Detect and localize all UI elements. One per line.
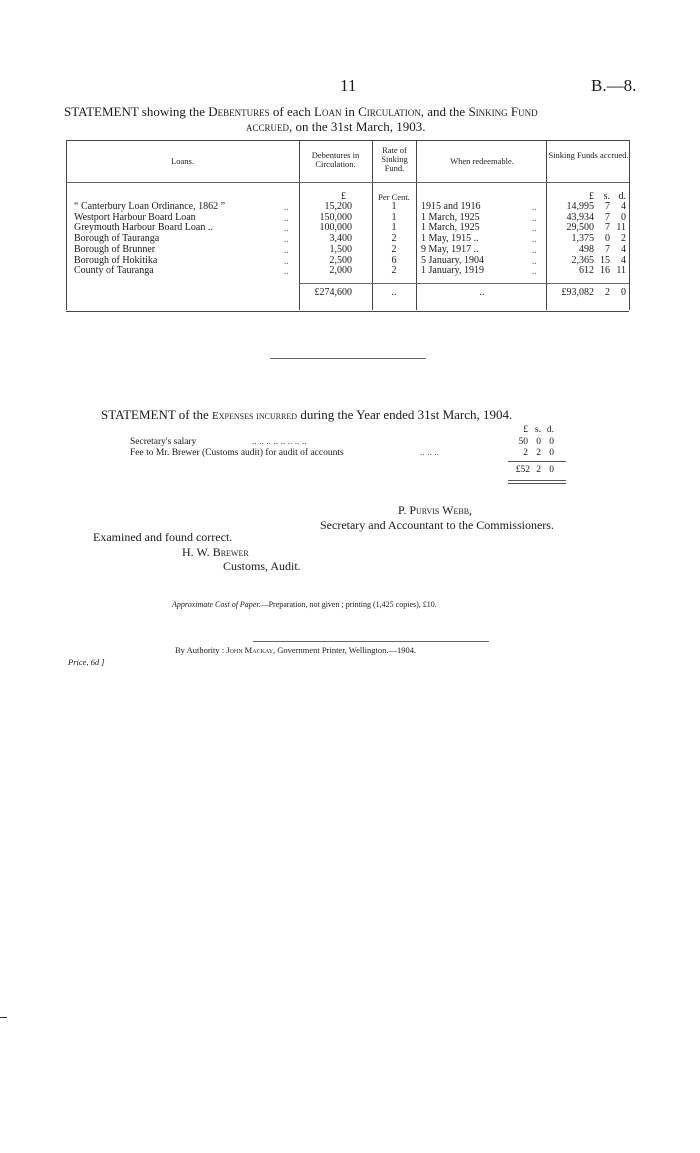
leader-dots: .. — [284, 234, 289, 245]
total-pence: 0 — [621, 287, 626, 298]
sum-rule — [508, 461, 566, 462]
debenture-amount: 1,500 — [329, 243, 352, 255]
leader-dots: .. — [532, 234, 537, 245]
col-header-rate: Rate of Sinking Fund. — [381, 145, 408, 173]
paper-code: B.—8. — [591, 76, 637, 95]
name-text: Purvis Webb, — [409, 503, 473, 517]
loan-name: “ Canterbury Loan Ordinance, 1862 ” — [74, 201, 226, 212]
leader-dots: .. — [532, 202, 537, 212]
total-shillings: 2 — [605, 287, 610, 298]
double-rule — [508, 480, 566, 481]
expense-total-shillings: 2 — [536, 465, 541, 475]
sinking-pounds: 1,375 — [571, 233, 594, 245]
sinking-rate: 2 — [391, 243, 397, 255]
sinking-rate: 2 — [391, 265, 397, 277]
leader-dots: .. .. .. — [420, 448, 439, 458]
debenture-amount: 100,000 — [319, 222, 352, 234]
leader-dots: .. — [284, 266, 289, 277]
name-text: H. W. — [182, 544, 213, 559]
title-text: Loan — [314, 104, 342, 119]
redeemable-date: 1 May, 1915 .. — [421, 233, 479, 245]
debenture-amount: 2,500 — [329, 254, 352, 266]
title-text: during the Year ended 31st March, 1904. — [297, 407, 513, 422]
leader-dots: .. — [284, 223, 289, 234]
debenture-amount: 3,400 — [329, 233, 352, 245]
imprint — [175, 645, 416, 655]
sinking-pence: 4 — [621, 201, 626, 212]
title-text: Sinking Fund — [468, 104, 538, 119]
title-text: Debentures — [208, 104, 270, 119]
audit-statement: Examined and found correct. — [93, 530, 233, 544]
debenture-amount: 150,000 — [319, 211, 352, 223]
sinking-pence: 4 — [621, 243, 626, 255]
leader-dots: .. .. .. .. .. .. .. .. — [252, 437, 307, 447]
title-text: of each — [269, 104, 315, 119]
redeemable-date: 1915 and 1916 — [421, 201, 481, 212]
sinking-pence: 11 — [616, 265, 626, 277]
imprint-text: By Authority : — [175, 645, 227, 655]
sinking-pounds: 612 — [579, 265, 594, 277]
expense-total-pounds: £52 — [515, 465, 530, 475]
title-text: accrued — [246, 119, 290, 134]
margin-mark — [0, 1017, 7, 1018]
section-divider — [270, 358, 426, 359]
table-rule — [416, 140, 417, 310]
leader-dots: .. — [532, 223, 537, 234]
leader-dots: .. — [284, 212, 289, 223]
name-text: P. — [398, 503, 410, 517]
redeemable-date: 1 March, 1925 — [421, 211, 480, 223]
expense-shillings: 2 — [536, 448, 541, 458]
leader-dots: .. — [532, 266, 537, 277]
loans-table — [66, 140, 631, 312]
title-text: STATEMENT showing the — [64, 104, 209, 119]
statement-1-title — [60, 104, 660, 134]
loan-name: Borough of Tauranga — [74, 233, 160, 245]
title-text: STATEMENT of the — [101, 407, 213, 422]
expense-total-pence: 0 — [549, 465, 554, 475]
table-rule — [546, 140, 547, 310]
loan-name: Borough of Brunner — [74, 243, 156, 255]
unit-shilling: s. — [534, 425, 541, 435]
expense-pounds: 2 — [523, 448, 528, 458]
redeemable-date: 5 January, 1904 — [421, 254, 484, 266]
leader-dots: .. — [284, 244, 289, 255]
sinking-pence: 11 — [616, 222, 626, 234]
table-rule — [299, 140, 300, 310]
price: Price, 6d ] — [68, 657, 105, 667]
leader-dots: .. — [284, 255, 289, 266]
sinking-rate: 2 — [391, 233, 397, 245]
total-pounds: £93,082 — [561, 287, 594, 298]
sinking-pounds: 43,934 — [566, 211, 594, 223]
imprint-text: , Government Printer, Wellington.—1904. — [273, 645, 417, 655]
page-number: 11 — [340, 76, 357, 95]
total-amount: £274,600 — [314, 287, 352, 298]
total-rate: .. — [391, 287, 397, 298]
loan-name: Borough of Hokitika — [74, 254, 158, 266]
title-text: in — [341, 104, 359, 119]
note-text: Approximate Cost of Paper. — [172, 600, 261, 609]
totals-rule — [299, 283, 629, 284]
note-text: —Preparation, not given ; printing (1,425 copies), £10. — [260, 600, 437, 609]
statement-2-title — [101, 407, 512, 423]
title-text: , and the — [420, 104, 469, 119]
sinking-pence: 0 — [621, 211, 626, 223]
imprint-rule — [253, 641, 489, 642]
sinking-pence: 4 — [621, 254, 626, 266]
title-text: Circulation — [358, 104, 421, 119]
expense-shillings: 0 — [536, 437, 541, 447]
sinking-rate: 6 — [391, 254, 397, 266]
unit-pence: d. — [546, 425, 554, 435]
unit-pound: £ — [523, 425, 528, 435]
auditor-name — [93, 545, 301, 560]
debenture-amount: 2,000 — [329, 265, 352, 277]
signature-block — [320, 503, 610, 533]
cost-note — [172, 600, 437, 609]
expense-label: Fee to Mr. Brewer (Customs audit) for audit of accounts — [130, 448, 344, 458]
debenture-amount: 15,200 — [324, 201, 352, 212]
unit-shilling: s. — [603, 191, 610, 202]
unit-pound: £ — [341, 191, 346, 202]
sinking-pence: 2 — [621, 233, 626, 245]
title-text: , on the 31st March, 1903. — [289, 119, 426, 134]
table-rule — [629, 140, 630, 310]
sinking-pounds: 29,500 — [566, 222, 594, 234]
expense-pence: 0 — [549, 437, 554, 447]
loan-name: Westport Harbour Board Loan — [74, 211, 196, 223]
name-text: Brewer — [212, 544, 249, 559]
unit-pence: d. — [618, 191, 626, 202]
signatory-title: Secretary and Accountant to the Commissioners. — [320, 518, 554, 532]
sinking-shillings: 16 — [600, 265, 610, 277]
expense-pounds: 50 — [518, 437, 528, 447]
col-header-sinking: Sinking Funds accrued. — [548, 150, 629, 160]
sinking-rate: 1 — [391, 222, 397, 234]
leader-dots: .. — [284, 202, 289, 212]
title-text: Expenses incurred — [212, 410, 298, 422]
redeemable-date: 1 January, 1919 — [421, 265, 484, 277]
sinking-rate: 1 — [391, 211, 397, 223]
sinking-pounds: 2,365 — [571, 254, 594, 266]
unit-pound: £ — [589, 191, 594, 202]
sinking-shillings: 7 — [605, 222, 610, 234]
expense-label: Secretary's salary — [130, 437, 197, 447]
redeemable-date: 1 March, 1925 — [421, 222, 480, 234]
sinking-rate: 1 — [391, 201, 397, 212]
total-redeemable: .. — [479, 287, 485, 298]
sinking-shillings: 7 — [605, 211, 610, 223]
sinking-shillings: 7 — [605, 201, 610, 212]
expense-pence: 0 — [549, 448, 554, 458]
sinking-pounds: 498 — [579, 243, 594, 255]
sinking-pounds: 14,995 — [566, 201, 594, 212]
redeemable-date: 9 May, 1917 .. — [421, 243, 479, 255]
col-header-debentures: Debentures in Circulation. — [311, 150, 360, 169]
col-header-loans: Loans. — [171, 156, 194, 166]
signatory-name — [320, 503, 610, 518]
leader-dots: .. — [532, 255, 537, 266]
leader-dots: .. — [532, 212, 537, 223]
header-rule — [66, 182, 629, 183]
sinking-shillings: 15 — [600, 254, 610, 266]
loan-name: Greymouth Harbour Board Loan .. — [74, 222, 213, 234]
sinking-shillings: 7 — [605, 243, 610, 255]
double-rule — [508, 483, 566, 484]
audit-block — [93, 530, 301, 574]
leader-dots: .. — [532, 244, 537, 255]
imprint-text: John Mackay — [226, 645, 274, 655]
auditor-office: Customs, Audit. — [223, 559, 301, 573]
loan-name: County of Tauranga — [74, 265, 154, 277]
col-header-redeemable: When redeemable. — [450, 156, 514, 166]
sinking-shillings: 0 — [605, 233, 610, 245]
unit-percent: Per Cent. — [378, 192, 410, 202]
